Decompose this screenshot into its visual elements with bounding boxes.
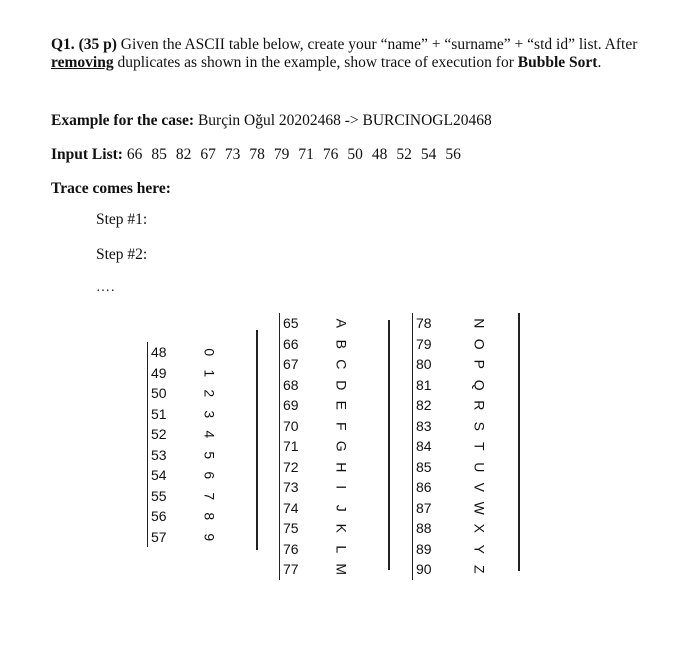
ascii-char: H: [333, 461, 350, 472]
example-value: Burçin Oğul 20202468 -> BURCINOGL20468: [194, 112, 492, 129]
input-value: 85: [151, 146, 167, 163]
ascii-char: 5: [201, 450, 218, 459]
input-value: 67: [200, 146, 216, 163]
ascii-char: M: [333, 563, 350, 576]
ascii-char: P: [471, 359, 488, 369]
ascii-code: 56: [151, 508, 167, 524]
divider-1: [256, 330, 258, 550]
input-value: 48: [371, 146, 388, 163]
ascii-code: 81: [416, 376, 432, 393]
ascii-char: 0: [201, 348, 218, 357]
ascii-char: 8: [201, 512, 218, 521]
upper1-chars-column: [334, 313, 348, 580]
ascii-char: U: [471, 461, 488, 472]
input-value: 66: [126, 146, 143, 163]
divider-2: [388, 320, 390, 570]
ascii-code: 82: [416, 397, 432, 413]
question-text: [51, 36, 651, 72]
ascii-char: Y: [471, 544, 488, 554]
ascii-code: 54: [151, 467, 167, 483]
trace-label: Trace comes here:: [51, 180, 171, 197]
step-1: Step #1:: [96, 211, 148, 228]
ascii-code: 68: [283, 376, 299, 393]
ascii-char: 4: [201, 430, 218, 439]
ascii-code: 85: [416, 458, 432, 475]
input-values: [127, 146, 470, 163]
ascii-char: L: [333, 544, 350, 553]
input-label: Input List:: [51, 146, 123, 163]
ascii-char: I: [333, 485, 350, 490]
digit-codes-column: [147, 342, 167, 547]
ascii-char: S: [471, 421, 488, 431]
ascii-code: 73: [283, 479, 299, 495]
ascii-code: 89: [416, 540, 432, 557]
ascii-char: X: [471, 523, 488, 533]
ascii-code: 77: [283, 561, 299, 577]
ascii-code: 76: [283, 540, 299, 557]
ascii-code: 72: [283, 458, 299, 475]
question-body-1: Given the ASCII table below, create your “name” + “surname” + “std id” list. After: [116, 36, 638, 53]
ascii-code: 66: [283, 335, 299, 352]
example-line: [51, 112, 492, 130]
ascii-char: 1: [201, 368, 218, 377]
ascii-char: E: [333, 400, 350, 410]
ascii-char: K: [333, 523, 350, 533]
ascii-char: Z: [471, 564, 488, 574]
ascii-char: F: [333, 421, 350, 431]
ascii-code: 83: [416, 417, 432, 434]
ascii-code: 87: [416, 499, 432, 516]
ellipsis: ….: [96, 280, 116, 295]
ascii-char: N: [471, 318, 488, 329]
ascii-code: 49: [151, 364, 167, 381]
input-value: 56: [445, 146, 461, 163]
input-value: 76: [322, 146, 339, 163]
ascii-code: 74: [283, 499, 299, 516]
ascii-code: 80: [416, 356, 432, 372]
ascii-char: T: [471, 441, 488, 451]
removing-word: removing: [51, 54, 114, 71]
ascii-code: 53: [151, 446, 167, 463]
input-value: 50: [347, 146, 363, 163]
ascii-code: 48: [151, 344, 167, 360]
input-value: 82: [175, 146, 192, 163]
ascii-code: 55: [151, 487, 167, 504]
input-value: 79: [273, 146, 290, 163]
input-list: [51, 146, 470, 164]
ascii-code: 50: [151, 385, 167, 401]
input-value: 71: [298, 146, 314, 163]
ascii-code: 70: [283, 417, 299, 434]
upper2-codes-column: [412, 313, 432, 580]
ascii-code: 90: [416, 561, 432, 577]
ascii-char: V: [471, 482, 488, 492]
ascii-code: 79: [416, 335, 432, 352]
step-2: Step #2:: [96, 246, 148, 263]
ascii-code: 65: [283, 315, 299, 331]
ascii-char: W: [471, 501, 488, 515]
ascii-code: 67: [283, 356, 299, 372]
ascii-code: 71: [283, 438, 299, 454]
ascii-char: C: [333, 359, 350, 370]
question-end: .: [597, 54, 602, 71]
upper2-chars-column: [472, 313, 486, 580]
ascii-char: R: [471, 400, 488, 411]
ascii-char: Q: [471, 379, 488, 391]
ascii-code: 88: [416, 520, 432, 536]
ascii-char: 2: [201, 389, 218, 398]
upper1-codes-column: [279, 313, 299, 580]
input-value: 78: [249, 146, 265, 163]
ascii-code: 52: [151, 426, 167, 442]
ascii-char: O: [471, 338, 488, 350]
input-value: 54: [420, 146, 437, 163]
input-value: 52: [396, 146, 412, 163]
ascii-char: 3: [201, 409, 218, 418]
ascii-char: 6: [201, 471, 218, 480]
ascii-char: 7: [201, 491, 218, 500]
question-label: Q1.: [51, 36, 75, 53]
ascii-code: 84: [416, 438, 432, 454]
ascii-code: 51: [151, 405, 167, 422]
ascii-char: A: [333, 318, 350, 328]
ascii-char: G: [333, 440, 350, 452]
question-body-2: duplicates as shown in the example, show trace of execution for: [113, 54, 518, 71]
digit-chars-column: [202, 342, 216, 547]
example-label: Example for the case:: [51, 112, 195, 129]
question-points: (35 p): [78, 36, 117, 53]
ascii-code: 86: [416, 479, 432, 495]
ascii-code: 57: [151, 528, 167, 545]
input-value: 73: [224, 146, 241, 163]
divider-3: [518, 313, 520, 571]
ascii-char: J: [333, 504, 350, 512]
ascii-char: 9: [201, 532, 218, 541]
ascii-char: B: [333, 339, 350, 349]
ascii-code: 78: [416, 315, 432, 331]
ascii-char: D: [333, 379, 350, 390]
bubble-sort-term: Bubble Sort: [517, 54, 598, 71]
ascii-code: 75: [283, 520, 299, 536]
ascii-code: 69: [283, 397, 299, 413]
